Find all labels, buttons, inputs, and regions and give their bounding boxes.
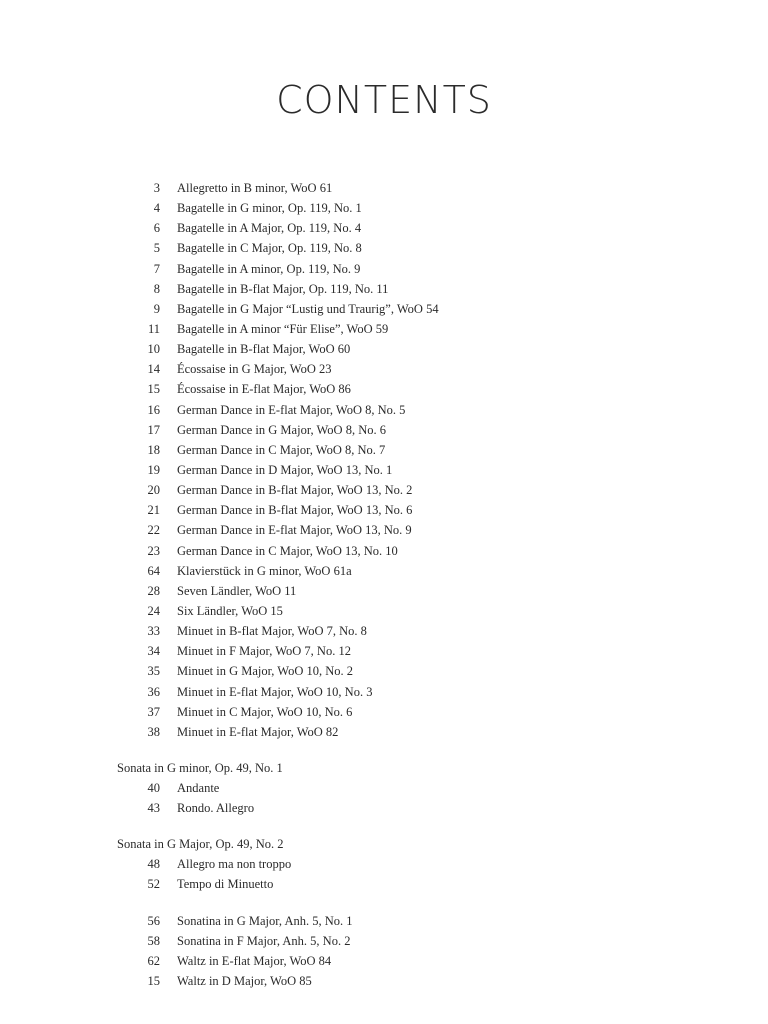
page-number: 21 bbox=[147, 503, 160, 518]
page-number: 16 bbox=[147, 402, 160, 417]
toc-entry bbox=[0, 339, 768, 359]
toc-entry bbox=[0, 581, 768, 601]
page-number: 11 bbox=[147, 321, 160, 336]
page-number: 52 bbox=[147, 877, 160, 892]
page-number: 43 bbox=[147, 801, 160, 816]
page-number: 28 bbox=[147, 583, 160, 598]
toc-entry bbox=[0, 682, 768, 702]
page-number: 17 bbox=[147, 422, 160, 437]
page-number: 34 bbox=[147, 644, 160, 659]
page-number: 56 bbox=[147, 913, 160, 928]
toc-entry bbox=[0, 931, 768, 951]
toc-entry bbox=[0, 178, 768, 198]
entry-title: Seven Ländler, WoO 11 bbox=[177, 583, 297, 598]
toc-entry bbox=[0, 218, 768, 238]
entry-title: Bagatelle in C Major, Op. 119, No. 8 bbox=[177, 241, 362, 256]
page-number: 15 bbox=[147, 973, 160, 988]
movement-entry bbox=[0, 854, 768, 874]
movement-entry bbox=[0, 798, 768, 818]
toc-entry bbox=[0, 601, 768, 621]
entry-title: German Dance in G Major, WoO 8, No. 6 bbox=[177, 422, 386, 437]
entry-title: Bagatelle in A Major, Op. 119, No. 4 bbox=[177, 221, 362, 236]
page-number: 33 bbox=[147, 624, 160, 639]
sonata-group-1 bbox=[0, 758, 768, 818]
entry-title: Minuet in B-flat Major, WoO 7, No. 8 bbox=[177, 624, 367, 639]
toc-entry bbox=[0, 541, 768, 561]
movement-entry bbox=[0, 874, 768, 894]
page-number: 38 bbox=[147, 724, 160, 739]
entry-title: Écossaise in E-flat Major, WoO 86 bbox=[177, 382, 351, 397]
toc-entry bbox=[0, 279, 768, 299]
page-number: 35 bbox=[147, 664, 160, 679]
entry-title: Klavierstück in G minor, WoO 61a bbox=[177, 563, 352, 578]
entry-title: German Dance in B-flat Major, WoO 13, No. 6 bbox=[177, 503, 413, 518]
toc-entry bbox=[0, 500, 768, 520]
entry-title: German Dance in C Major, WoO 8, No. 7 bbox=[177, 442, 386, 457]
page-number: 22 bbox=[147, 523, 160, 538]
page-number: 6 bbox=[153, 221, 160, 236]
page-number: 10 bbox=[147, 342, 160, 357]
toc-entry bbox=[0, 319, 768, 339]
table-of-contents bbox=[0, 178, 768, 991]
toc-entry bbox=[0, 971, 768, 991]
entry-title: Minuet in G Major, WoO 10, No. 2 bbox=[177, 664, 354, 679]
page-number: 4 bbox=[153, 201, 160, 216]
entries-list bbox=[0, 911, 768, 992]
toc-entry bbox=[0, 911, 768, 931]
entry-title: Rondo. Allegro bbox=[177, 801, 255, 816]
page-number: 64 bbox=[147, 563, 160, 578]
page-number: 40 bbox=[147, 780, 160, 795]
page-number: 8 bbox=[153, 281, 160, 296]
entry-title: Minuet in C Major, WoO 10, No. 6 bbox=[177, 704, 353, 719]
entry-title: German Dance in E-flat Major, WoO 8, No. 5 bbox=[177, 402, 406, 417]
entry-title: Bagatelle in B-flat Major, WoO 60 bbox=[177, 342, 351, 357]
toc-entry bbox=[0, 238, 768, 258]
page-number: 7 bbox=[153, 261, 160, 276]
entry-title: German Dance in D Major, WoO 13, No. 1 bbox=[177, 462, 393, 477]
toc-entry bbox=[0, 702, 768, 722]
page-title: CONTENTS bbox=[276, 78, 492, 122]
page-number: 48 bbox=[147, 857, 160, 872]
page-number: 58 bbox=[147, 933, 160, 948]
entry-title: Waltz in D Major, WoO 85 bbox=[177, 973, 312, 988]
movement-entry bbox=[0, 778, 768, 798]
toc-entry bbox=[0, 420, 768, 440]
page-number: 15 bbox=[147, 382, 160, 397]
toc-entry bbox=[0, 460, 768, 480]
entry-title: Bagatelle in G Major “Lustig und Traurig”, WoO 54 bbox=[177, 301, 439, 316]
page-number: 19 bbox=[147, 462, 160, 477]
entry-title: German Dance in C Major, WoO 13, No. 10 bbox=[177, 543, 398, 558]
entry-title: Tempo di Minuetto bbox=[177, 877, 274, 892]
entry-title: Bagatelle in B-flat Major, Op. 119, No. 11 bbox=[177, 281, 389, 296]
entry-title: Minuet in E-flat Major, WoO 82 bbox=[177, 724, 339, 739]
entry-title: Sonatina in G Major, Anh. 5, No. 1 bbox=[177, 913, 353, 928]
entry-title: German Dance in E-flat Major, WoO 13, No. 9 bbox=[177, 523, 412, 538]
toc-entry bbox=[0, 259, 768, 279]
page-number: 24 bbox=[147, 603, 160, 618]
page-number: 9 bbox=[153, 301, 160, 316]
toc-entry bbox=[0, 722, 768, 742]
toc-entry bbox=[0, 641, 768, 661]
toc-entry bbox=[0, 400, 768, 420]
entries-list bbox=[0, 178, 768, 742]
section-heading: Sonata in G Major, Op. 49, No. 2 bbox=[117, 837, 284, 852]
entry-title: Allegretto in B minor, WoO 61 bbox=[177, 181, 333, 195]
page-number: 5 bbox=[153, 241, 160, 256]
entry-title: Bagatelle in A minor, Op. 119, No. 9 bbox=[177, 261, 361, 276]
entry-title: Bagatelle in G minor, Op. 119, No. 1 bbox=[177, 201, 362, 216]
toc-entry bbox=[0, 480, 768, 500]
toc-entry bbox=[0, 359, 768, 379]
entry-title: Minuet in E-flat Major, WoO 10, No. 3 bbox=[177, 684, 373, 699]
toc-entry bbox=[0, 198, 768, 218]
toc-entry bbox=[0, 299, 768, 319]
section-heading: Sonata in G minor, Op. 49, No. 1 bbox=[117, 760, 283, 775]
toc-entry bbox=[0, 379, 768, 399]
toc-entry bbox=[0, 951, 768, 971]
page-number: 37 bbox=[147, 704, 160, 719]
toc-entry bbox=[0, 621, 768, 641]
page-number: 36 bbox=[147, 684, 160, 699]
entry-title: Sonatina in F Major, Anh. 5, No. 2 bbox=[177, 933, 351, 948]
toc-entry bbox=[0, 440, 768, 460]
page-number: 3 bbox=[153, 181, 160, 195]
page-number: 62 bbox=[147, 953, 160, 968]
entry-title: Waltz in E-flat Major, WoO 84 bbox=[177, 953, 332, 968]
entry-title: Minuet in F Major, WoO 7, No. 12 bbox=[177, 644, 351, 659]
entry-title: Six Ländler, WoO 15 bbox=[177, 603, 283, 618]
page-number: 14 bbox=[147, 362, 160, 377]
toc-entry bbox=[0, 661, 768, 681]
toc-entry bbox=[0, 520, 768, 540]
movements-list bbox=[0, 854, 768, 894]
movements-list bbox=[0, 778, 768, 818]
page-number: 18 bbox=[147, 442, 160, 457]
entry-title: Bagatelle in A minor “Für Elise”, WoO 59 bbox=[177, 321, 389, 336]
entry-title: Allegro ma non troppo bbox=[177, 857, 292, 872]
entry-title: Andante bbox=[177, 780, 220, 795]
sonata-group-2 bbox=[0, 834, 768, 894]
entry-title: Écossaise in G Major, WoO 23 bbox=[177, 362, 332, 377]
toc-entry bbox=[0, 561, 768, 581]
entry-title: German Dance in B-flat Major, WoO 13, No. 2 bbox=[177, 483, 413, 498]
page-number: 20 bbox=[147, 483, 160, 498]
page-number: 23 bbox=[147, 543, 160, 558]
